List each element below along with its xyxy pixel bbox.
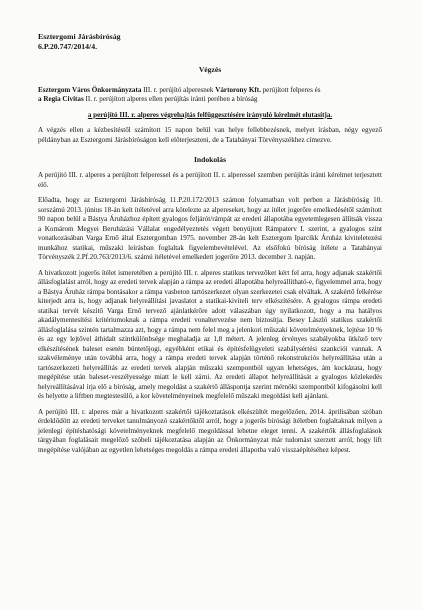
reasons-title: Indokolás	[193, 155, 227, 165]
reasons-paragraph-4: A perújító III. r. alperes már a hivatkozott szakértői tájékoztatások elkészültét megelőzően, 2014. áprilisában szóban érdeklődött az eredeti terveket tanulmányozó szakértőktől arról, hogy a jogerős bírósági ítéletben foglaltaknak milyen a jelenlegi építéshatósági követelményeknek megfelelő megoldással lehetne eleget tenni. A szakértők állásfoglalások tárgyában foglalásait megelőző szóbeli tájékoztatása alapján az Önkormányzat már tudomást szerzett arról, hogy lift megépítése valójában az egyetlen lehetséges megoldás a rámpa eredeti állapotba való visszaépítéséhez képest.	[38, 407, 382, 454]
document-header	[38, 32, 382, 51]
court-name: Esztergomi Járásbíróság	[38, 32, 121, 41]
reasons-paragraph-1: A perújító III. r. alperes a perújított felperessel és a perújított II. r. alperessel szemben perújítás iránti kérelmet terjesztett elő.	[38, 171, 382, 189]
party-vartorony: Vártorony Kft.	[215, 85, 261, 94]
case-number: 6.P.20.747/2014/4.	[38, 41, 98, 51]
order-title: Végzés	[198, 65, 222, 75]
reasons-paragraph-3: A hivatkozott jogerős ítélet ismeretében a perújító III. r. alperes statikus tervezőket kért fel arra, hogy adjanak szakértői állásfoglalást arról, hogy az eredeti tervek alapján a rámpa az eredeti állapotába helyreállítható-e, figyelemmel arra, hogy a Bástya Áruház rámpa bontásakor a rámpa vasbeton tartószerkezet olyan szerkezetei csak elváltak. A szakértő felkérése kiterjedt arra is, hogy adjanak helyreállítási javaslatot a statikai-kiviteli terv elkészítésére. A gyalogos rámpa eredeti statikai tervét készítő Varga Ernő tervező ajánlatkérőre adott válaszában úgy nyilatkozott, hogy a ma hatályos akadálymentesítési kritériumoknak a rámpa eredeti vonaltervezése nem biztosítja. Besey László statikus szakértői állásfoglalása szintén tartalmazza azt, hogy a rámpa nem felel meg a jelenkori műszaki követelményeknek, lejtése 10 % és az egy lejtővel áthidalt szintkülönbsége meghaladja az 1,8 métert. A jelenleg érvényes szabályokba ütköző terv elkészítésének baleset esetén büntetőjogi, egyébként etikai és építésfelügyeleti szabálysértési szankciói vannak. A szakvéleménye után továbbá arra, hogy a rámpa eredeti tervek alapján történő rekonstrukciós helyreállítása után a tartószerkezeti helyreállítás az eredeti tervek alapján műszaki szempontból ugyan lehetséges, ám kockázata, hogy megépítése után baleset-veszélyessége miatt le kell zárni. Az eredeti állapot helyreállítását a gyalogos közlekedés helyreállításával írja elő a bíróság, amely megoldást a szakértő álláspontja szerint mérnöki szempontból kifogásolni kell és helyette a liftben megtestesülő, a kor követelményeinek megfelelő műszaki megoldást kell ajánlani.	[38, 268, 382, 401]
court-intro: iránti perében a bíróság	[188, 95, 258, 104]
reasons-paragraph-2: Előadta, hogy az Esztergomi Járásbíróság 11.P.20.172/2013 számon folyamatban volt perben a Járásbíróság 10. sorszámú 2013. június 18-án kelt ítéletével arra kötelezte az alpereseket, hogy az ítélet jogerőre emelkedésétől számított 90 napon belül a Bástya Áruházhoz épített gyalogos feljárót/rámpát az eredeti állapotába egyetemlegesen állítsák vissza a Komárom Megyei Beruházási Vállalat engedélyeztetés végett benyújtott Rámpaterv I. szerint, a gyalogos szint vonatkozásában Varga Ernő által Esztergomban 1975. november 28-án kelt Esztergom Iparcikk Áruház kiviteletezési munkához statikai, műszaki leírásban foglaltak figyelembevételével. Az elsőfokú bíróság ítélete a Tatabányai Törvényszék 2.Pf.20.763/2013/6. számú ítéletével emelkedett jogerőre 2013. december 3. napján.	[38, 196, 382, 262]
parties-paragraph	[38, 86, 382, 105]
party-role-2: perújított felperes és	[260, 85, 321, 94]
party-role-3: II. r. perújított alperes ellen	[83, 95, 165, 104]
appeal-paragraph: A végzés ellen a kézbesítéstől számított 15 napon belül van helye fellebbezésnek, melyet írásban, négy egyező példányban az Esztergomi Járásbíróságon kell előterjeszteni, de a Tatabányai Törvényszékhez címezve.	[38, 126, 382, 144]
party-municipality: Esztergom Város Önkormányzata	[38, 85, 142, 94]
party-role-1: III. r. perújító alperesnek	[141, 85, 216, 94]
case-subject: perújítás	[164, 95, 189, 104]
party-regia-civitas: a Regia Civitas	[38, 95, 84, 104]
decision-text: a perújító III. r. alperes végrehajtás felfüggesztésére irányuló kérelmét elutasítja.	[87, 110, 333, 119]
